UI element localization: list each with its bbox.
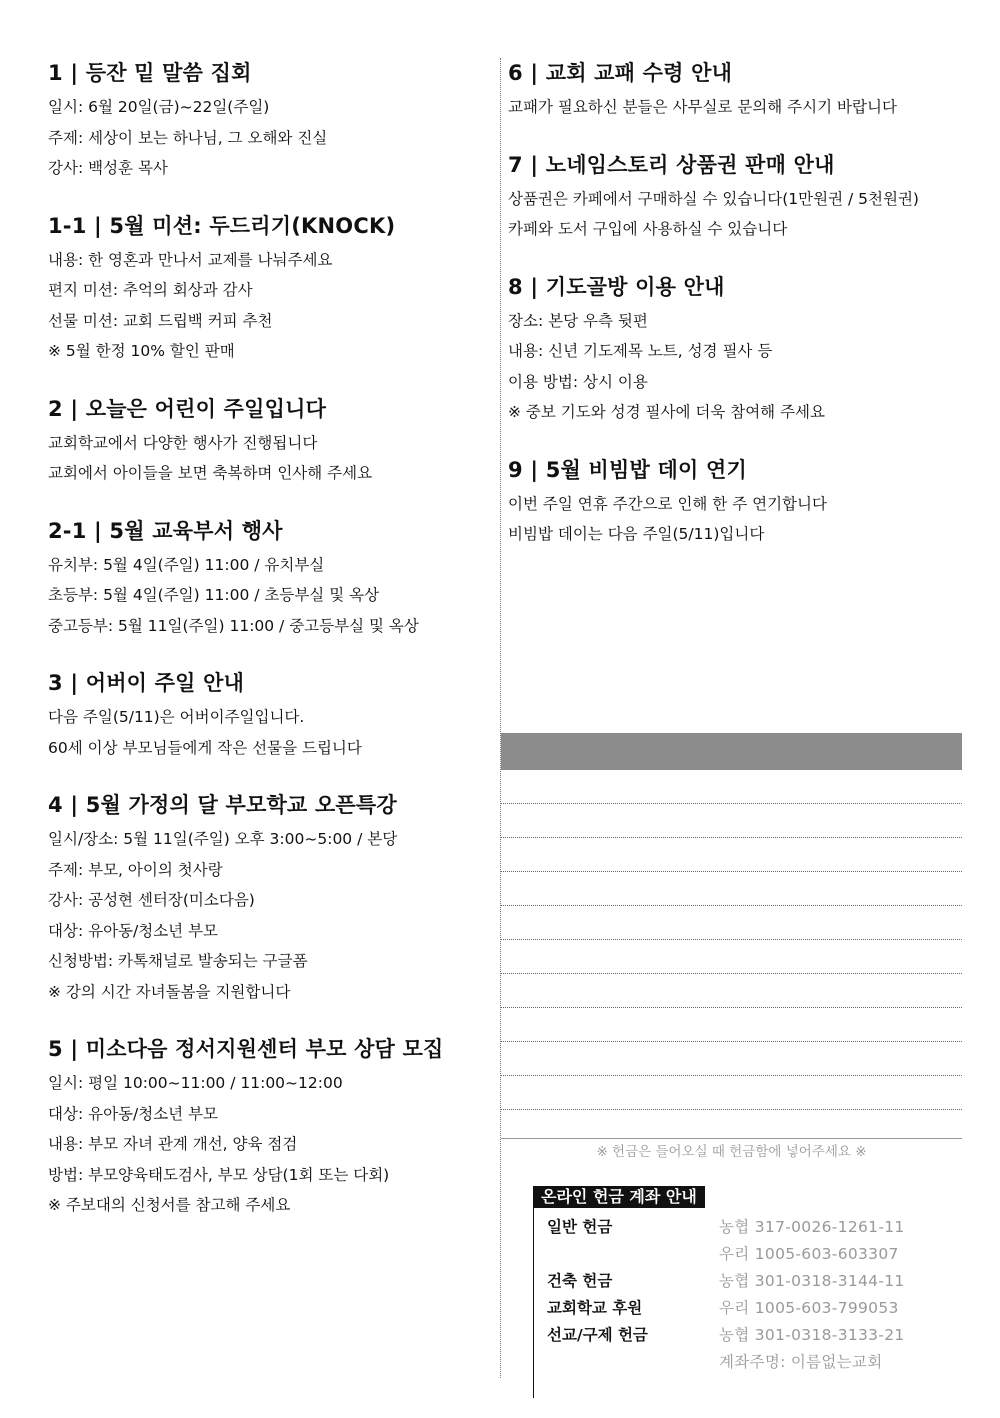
notice-line: 교회에서 아이들을 보면 축복하며 인사해 주세요	[48, 464, 373, 482]
notice-line: 대상: 유아동/청소년 부모	[48, 1104, 219, 1123]
account-number: 농협 301-0318-3133-21	[719, 1326, 905, 1344]
notice-line: 상품권은 카페에서 구매하실 수 있습니다(1만원권 / 5천원권)	[508, 189, 919, 208]
memo-line	[501, 804, 962, 838]
account-number: 우리 1005-603-799053	[719, 1299, 899, 1317]
memo-line	[501, 838, 962, 872]
notice-6	[508, 58, 960, 123]
notice-1-1	[48, 211, 488, 367]
memo-line	[501, 872, 962, 906]
notice-title: 1 | 등잔 밑 말씀 집회	[48, 61, 252, 85]
account-label: 일반 헌금	[547, 1218, 613, 1236]
account-row	[533, 1295, 953, 1322]
notice-title: 7 | 노네임스토리 상품권 판매 안내	[508, 152, 835, 177]
notice-title: 5 | 미소다음 정서지원센터 부모 상담 모집	[48, 1037, 444, 1061]
account-holder: 계좌주명: 이름없는교회	[719, 1353, 883, 1371]
left-column	[48, 58, 488, 1248]
memo-line	[501, 1008, 962, 1042]
memo-line	[501, 974, 962, 1008]
notice-line: ※ 강의 시간 자녀돌봄을 지원합니다	[48, 982, 291, 1001]
notice-line: 편지 미션: 추억의 회상과 감사	[48, 281, 253, 299]
notice-line: 주제: 부모, 아이의 첫사랑	[48, 860, 223, 879]
notice-title: 8 | 기도골방 이용 안내	[508, 274, 725, 299]
notice-4	[48, 790, 488, 1007]
account-row	[533, 1268, 953, 1295]
notice-title: 1-1 | 5월 미션: 두드리기(KNOCK)	[48, 213, 396, 238]
notice-line: ※ 5월 한정 10% 할인 판매	[48, 342, 235, 360]
account-label: 건축 헌금	[547, 1272, 613, 1290]
notice-title: 2 | 오늘은 어린이 주일입니다	[48, 396, 327, 421]
notice-line: 교회학교에서 다양한 행사가 진행됩니다	[48, 433, 318, 452]
notice-line: 중고등부: 5월 11일(주일) 11:00 / 중고등부실 및 옥상	[48, 616, 419, 635]
notice-line: 초등부: 5월 4일(주일) 11:00 / 초등부실 및 옥상	[48, 586, 380, 604]
notice-line: 신청방법: 카톡채널로 발송되는 구글폼	[48, 952, 308, 970]
account-number: 농협 317-0026-1261-11	[719, 1218, 905, 1236]
notice-line: 내용: 한 영혼과 만나서 교제를 나눠주세요	[48, 250, 333, 269]
offering-note: ※ 헌금은 들어오실 때 헌금함에 넣어주세요 ※	[596, 1144, 867, 1160]
notice-line: 일시: 6월 20일(금)~22일(주일)	[48, 98, 270, 116]
notice-line: 내용: 신년 기도제목 노트, 성경 필사 등	[508, 342, 773, 360]
memo-header-bar	[501, 733, 962, 770]
notice-title: 3 | 어버이 주일 안내	[48, 671, 245, 695]
notice-title: 9 | 5월 비빔밥 데이 연기	[508, 457, 747, 482]
account-row	[533, 1349, 953, 1376]
account-number: 농협 301-0318-3144-11	[719, 1272, 905, 1290]
notice-2	[48, 394, 488, 489]
notice-line: 다음 주일(5/11)은 어버이주일입니다.	[48, 708, 305, 726]
account-label: 교회학교 후원	[547, 1299, 643, 1317]
notice-3	[48, 668, 488, 763]
memo-line	[501, 1042, 962, 1076]
notice-line: 강사: 공성현 센터장(미소다음)	[48, 891, 255, 909]
notice-8	[508, 272, 960, 428]
right-column	[508, 58, 960, 577]
memo-bottom-rule	[501, 1138, 962, 1139]
account-label: 선교/구제 헌금	[547, 1326, 648, 1344]
online-offering-accounts	[533, 1186, 953, 1376]
notice-line: 선물 미션: 교회 드립백 커피 추천	[48, 311, 273, 330]
notice-line: 방법: 부모양육태도검사, 부모 상담(1회 또는 다회)	[48, 1165, 390, 1184]
notice-line: 이번 주일 연휴 주간으로 인해 한 주 연기합니다	[508, 494, 827, 513]
notice-line: 교패가 필요하신 분들은 사무실로 문의해 주시기 바랍니다	[508, 98, 897, 116]
notice-line: 대상: 유아동/청소년 부모	[48, 921, 219, 940]
notice-2-1	[48, 516, 488, 642]
notice-line: 일시: 평일 10:00~11:00 / 11:00~12:00	[48, 1074, 343, 1092]
notice-line: 비빔밥 데이는 다음 주일(5/11)입니다	[508, 525, 765, 543]
notice-9	[508, 455, 960, 550]
notice-title: 2-1 | 5월 교육부서 행사	[48, 518, 283, 543]
memo-line	[501, 1076, 962, 1110]
accounts-title: 온라인 헌금 계좌 안내	[533, 1186, 705, 1208]
account-row	[533, 1214, 953, 1241]
account-row	[533, 1241, 953, 1268]
notice-line: 강사: 백성훈 목사	[48, 159, 168, 177]
notice-line: 장소: 본당 우측 뒷편	[508, 311, 648, 330]
notice-line: 이용 방법: 상시 이용	[508, 372, 648, 391]
notice-line: 유치부: 5월 4일(주일) 11:00 / 유치부실	[48, 555, 325, 574]
notice-line: 주제: 세상이 보는 하나님, 그 오해와 진실	[48, 128, 328, 147]
account-number: 우리 1005-603-603307	[719, 1245, 899, 1263]
notice-1	[48, 58, 488, 184]
account-row	[533, 1322, 953, 1349]
notice-line: 60세 이상 부모님들에게 작은 선물을 드립니다	[48, 738, 362, 757]
notice-7	[508, 150, 960, 245]
notice-line: 카페와 도서 구입에 사용하실 수 있습니다	[508, 220, 788, 238]
column-divider	[500, 58, 501, 1378]
notice-line: ※ 주보대의 신청서를 참고해 주세요	[48, 1196, 291, 1214]
memo-area	[501, 733, 962, 1110]
notice-title: 4 | 5월 가정의 달 부모학교 오픈특강	[48, 793, 397, 817]
notice-line: 일시/장소: 5월 11일(주일) 오후 3:00~5:00 / 본당	[48, 830, 398, 848]
notice-line: ※ 중보 기도와 성경 필사에 더욱 참여해 주세요	[508, 403, 825, 421]
memo-line	[501, 906, 962, 940]
notice-title: 6 | 교회 교패 수령 안내	[508, 61, 733, 85]
memo-line	[501, 770, 962, 804]
memo-line	[501, 940, 962, 974]
notice-line: 내용: 부모 자녀 관계 개선, 양육 점검	[48, 1135, 298, 1153]
notice-5	[48, 1034, 488, 1221]
